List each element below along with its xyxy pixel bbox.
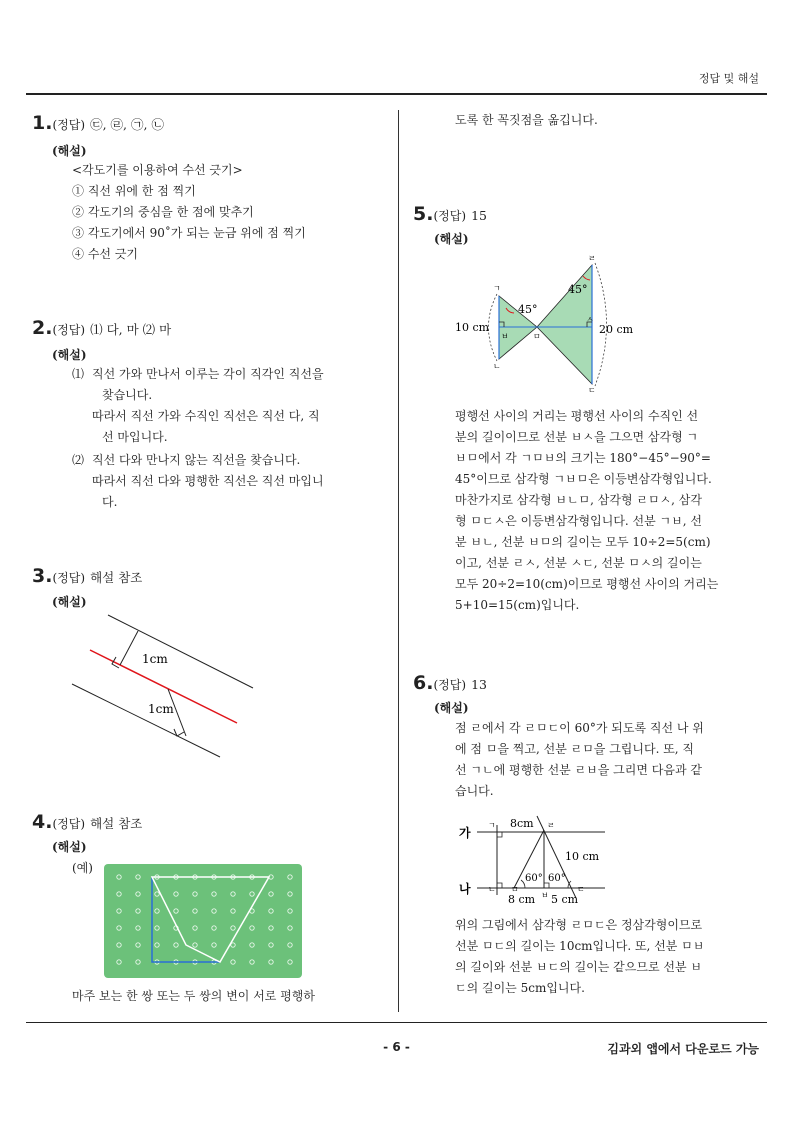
q2-text: 선 마입니다. — [102, 430, 168, 444]
header-title: 정답 및 해설 — [698, 72, 759, 85]
q5-label-g: ㄱ — [493, 284, 501, 293]
q1-line: ④ 수선 긋기 — [72, 247, 138, 261]
q2-text: 다. — [102, 495, 118, 509]
q4-solution-label: (해설) — [52, 840, 87, 854]
q1-tag: (정답) — [52, 118, 86, 132]
q5-line: 분의 길이이므로 선분 ㅂㅅ을 그으면 삼각형 ㄱ — [455, 430, 699, 444]
q6-point-m: ㅁ — [511, 885, 519, 894]
q5-line: ㅂㅁ에서 각 ㄱㅁㅂ의 크기는 180°−45°−90°= — [455, 451, 711, 465]
q4-tag: (정답) — [52, 817, 86, 831]
q2-text: 찾습니다. — [102, 388, 153, 402]
q6-solution-bottom — [455, 915, 741, 999]
q4-caption-2: 도록 한 꼭짓점을 옮깁니다. — [455, 113, 598, 127]
q6-bottom-length-2: 5 cm — [551, 893, 579, 906]
q1-solution — [72, 160, 306, 265]
q2-answer: ⑴ 다, 마 ⑵ 마 — [90, 322, 172, 337]
q6-answer-line — [413, 672, 487, 694]
q6-point-g: ㄱ — [488, 821, 496, 830]
q6-line: 점 ㄹ에서 각 ㄹㅁㄷ이 60°가 되도록 직선 나 위 — [455, 721, 704, 735]
q3-answer: 해설 참조 — [90, 570, 143, 585]
q1-line: ② 각도기의 중심을 한 점에 맞추기 — [72, 205, 254, 219]
q6-right-angle-mark — [497, 832, 502, 837]
q4-answer-line — [32, 811, 142, 833]
q2-part-2 — [92, 450, 362, 513]
page-number: - 6 - — [383, 1040, 410, 1054]
q6-angle-1: 60° — [525, 873, 543, 884]
q3-line-top — [108, 615, 253, 688]
q6-label-ga: 가 — [459, 826, 471, 840]
q2-tag: (정답) — [52, 323, 86, 337]
q6-line: 의 길이와 선분 ㅂㄷ의 길이는 같으므로 선분 ㅂ — [455, 960, 702, 974]
q5-line: 평행선 사이의 거리는 평행선 사이의 수직인 선 — [455, 409, 699, 423]
q1-solution-label: (해설) — [52, 144, 87, 158]
q6-line: 선 ㄱㄴ에 평행한 선분 ㄹㅂ을 그리면 다음과 같 — [455, 763, 702, 777]
q3-line-bottom — [72, 684, 220, 757]
q2-text: 직선 가와 만나서 이루는 각이 직각인 직선을 — [92, 367, 324, 381]
q5-angle-small: 45° — [518, 303, 538, 316]
q2-part-1 — [92, 364, 362, 448]
footer-rule — [26, 1022, 767, 1023]
q6-answer: 13 — [471, 677, 488, 692]
q5-label-s: ㅅ — [586, 315, 594, 324]
q6-line: 위의 그림에서 삼각형 ㄹㅁㄷ은 정삼각형이므로 — [455, 918, 703, 932]
q5-label-n: ㄴ — [493, 362, 501, 371]
q6-point-n: ㄴ — [488, 885, 496, 894]
q5-answer-line — [413, 203, 487, 225]
q3-label-top: 1cm — [142, 652, 168, 666]
q4-example-label: (예) — [72, 861, 93, 875]
q6-line: 선분 ㅁㄷ의 길이는 10cm입니다. 또, 선분 ㅁㅂ — [455, 939, 705, 953]
q1-line: <각도기를 이용하여 수선 긋기> — [72, 163, 243, 177]
footer-note: 김과외 앱에서 다운로드 가능 — [607, 1042, 759, 1056]
q3-solution-label: (해설) — [52, 595, 87, 609]
q3-parallel-lines-figure — [60, 605, 270, 765]
q6-right-angle-mark — [497, 883, 502, 888]
q6-side-length: 10 cm — [565, 850, 600, 863]
q1-answer-line — [32, 112, 164, 134]
header-rule — [26, 93, 767, 95]
q5-label-r: ㄹ — [588, 254, 596, 263]
q5-line: 분 ㅂㄴ, 선분 ㅂㅁ의 길이는 모두 10÷2=5(cm) — [455, 535, 711, 549]
q6-solution-label: (해설) — [434, 701, 469, 715]
q5-line: 형 ㅁㄷㅅ은 이등변삼각형입니다. 선분 ㄱㅂ, 선 — [455, 514, 702, 528]
q1-answer: ㉢, ㉣, ㉠, ㉡ — [90, 117, 164, 132]
q5-angle-big: 45° — [568, 283, 588, 296]
q6-point-d: ㄷ — [577, 885, 585, 894]
column-divider — [398, 110, 399, 1012]
q2-solution-label: (해설) — [52, 348, 87, 362]
q5-label-m: ㅁ — [533, 332, 541, 341]
q6-point-b: ㅂ — [541, 891, 549, 900]
q6-line: 습니다. — [455, 784, 494, 798]
q2-mark-2: ⑵ — [72, 453, 85, 467]
q4-number: 4. — [32, 811, 53, 833]
q5-line: 모두 20÷2=10(cm)이므로 평행선 사이의 거리는 — [455, 577, 719, 591]
q5-bowtie-figure — [450, 250, 650, 395]
q4-caption-1: 마주 보는 한 쌍 또는 두 쌍의 변이 서로 평행하 — [72, 989, 315, 1003]
q5-number: 5. — [413, 203, 434, 225]
q1-number: 1. — [32, 112, 53, 134]
q6-parallel-figure — [455, 808, 610, 910]
q3-number: 3. — [32, 565, 53, 587]
q4-geoboard-figure — [104, 864, 302, 978]
q2-text: 직선 다와 만나지 않는 직선을 찾습니다. — [92, 453, 301, 467]
q5-tag: (정답) — [433, 209, 467, 223]
q6-angle-2: 60° — [548, 873, 566, 884]
q4-answer: 해설 참조 — [90, 816, 143, 831]
q5-solution-label: (해설) — [434, 232, 469, 246]
q1-line: ③ 각도기에서 90˚가 되는 눈금 위에 점 찍기 — [72, 226, 306, 240]
q3-label-bottom: 1cm — [148, 702, 174, 716]
q2-text: 따라서 직선 가와 수직인 직선은 직선 다, 직 — [92, 409, 320, 423]
q5-line: 45°이므로 삼각형 ㄱㅂㅁ은 이등변삼각형입니다. — [455, 472, 712, 486]
q2-number: 2. — [32, 317, 53, 339]
q6-point-r: ㄹ — [547, 821, 555, 830]
q5-solution-text — [455, 406, 741, 616]
q3-tag: (정답) — [52, 571, 86, 585]
q3-perpendicular-top — [120, 631, 138, 665]
q5-label-b: ㅂ — [501, 332, 509, 341]
q5-len-right: 20 cm — [599, 323, 634, 336]
q2-answer-line — [32, 317, 171, 339]
q5-line: 이고, 선분 ㄹㅅ, 선분 ㅅㄷ, 선분 ㅁㅅ의 길이는 — [455, 556, 702, 570]
q5-label-d: ㄷ — [588, 386, 596, 395]
q3-answer-line — [32, 565, 142, 587]
q1-line: ① 직선 위에 한 점 찍기 — [72, 184, 196, 198]
q5-line: 5+10=15(cm)입니다. — [455, 598, 580, 612]
q2-text: 따라서 직선 다와 평행한 직선은 직선 마입니 — [92, 474, 324, 488]
q6-top-length: 8cm — [510, 817, 534, 830]
q2-mark-1: ⑴ — [72, 367, 85, 381]
q6-line: 에 점 ㅁ을 찍고, 선분 ㄹㅁ을 그립니다. 또, 직 — [455, 742, 695, 756]
q5-answer: 15 — [471, 208, 488, 223]
q4-geoboard — [104, 864, 302, 978]
q6-line: ㄷ의 길이는 5cm입니다. — [455, 981, 585, 995]
q5-len-left: 10 cm — [455, 321, 490, 334]
q6-number: 6. — [413, 672, 434, 694]
q5-line: 마찬가지로 삼각형 ㅂㄴㅁ, 삼각형 ㄹㅁㅅ, 삼각 — [455, 493, 702, 507]
q6-label-na: 나 — [459, 882, 471, 896]
q5-left-brace — [489, 294, 498, 361]
q6-bottom-length-1: 8 cm — [508, 893, 536, 906]
q6-tag: (정답) — [433, 678, 467, 692]
q6-solution-top — [455, 718, 741, 802]
